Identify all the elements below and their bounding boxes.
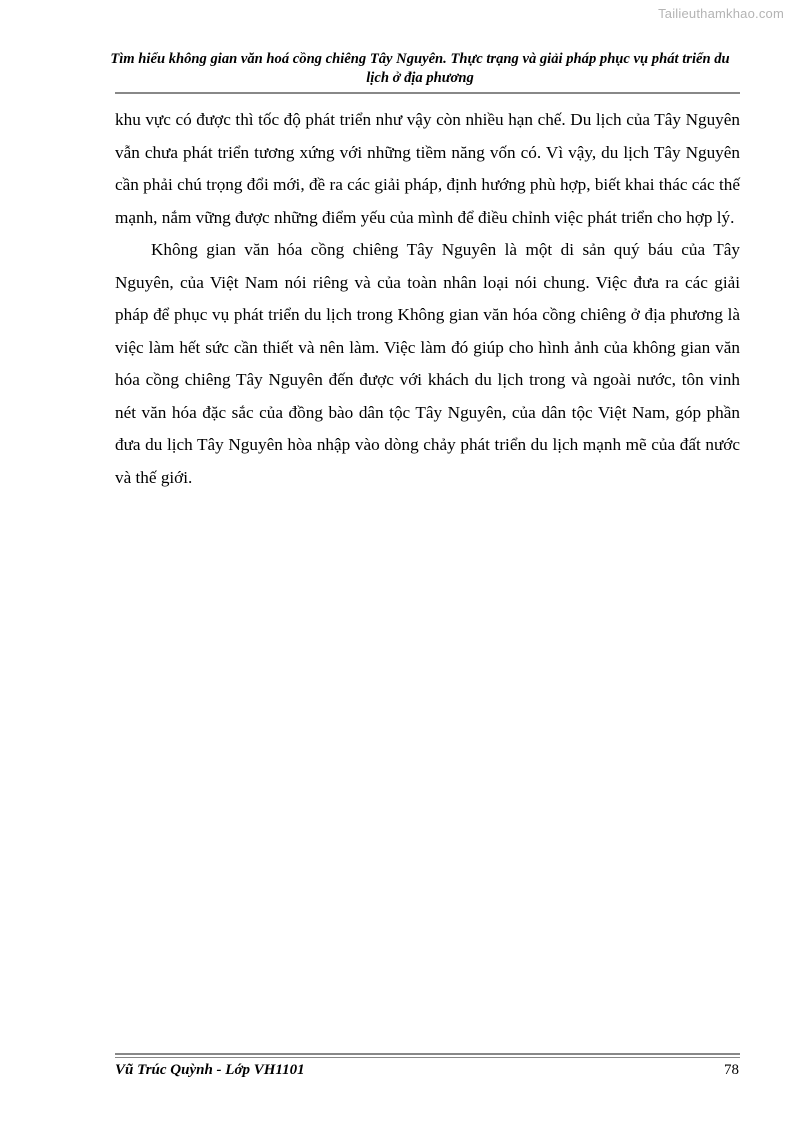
- body-paragraph-continued: khu vực có được thì tốc độ phát triển như vậy còn nhiều hạn chế. Du lịch của Tây Nguyên vẫn chưa phát triển tương xứng với những tiềm năng vốn có. Vì vậy, du lịch Tây Nguyên cần phải chú trọng đổi mới, đề ra các giải pháp, định hướng phù hợp, biết khai thác các thế mạnh, nắm vững được những điểm yếu của mình để điều chỉnh việc phát triển cho hợp lý.: [115, 110, 740, 227]
- running-header-title: Tìm hiểu không gian văn hoá cồng chiêng Tây Nguyên. Thực trạng và giải pháp phục vụ phát triển du lịch ở địa phương: [110, 51, 730, 86]
- document-body: [115, 104, 740, 494]
- watermark-text: Tailieuthamkhao.com: [658, 6, 784, 21]
- footer-divider-thin: [115, 1057, 740, 1058]
- footer-author: Vũ Trúc Quỳnh - Lớp VH1101: [115, 1062, 305, 1078]
- header-divider: [115, 92, 740, 94]
- page-number: 78: [724, 1062, 739, 1078]
- footer-divider-thick: [115, 1053, 740, 1055]
- body-paragraph: Không gian văn hóa cồng chiêng Tây Nguyên là một di sản quý báu của Tây Nguyên, của Việt Nam nói riêng và của toàn nhân loại nói chung. Việc đưa ra các giải pháp để phục vụ phát triển du lịch trong Không gian văn hóa cồng chiêng ở địa phương là việc làm hết sức cần thiết và nên làm. Việc làm đó giúp cho hình ảnh của không gian văn hóa cồng chiêng Tây Nguyên đến được với khách du lịch trong và ngoài nước, tôn vinh nét văn hóa đặc sắc của đồng bào dân tộc Tây Nguyên, của dân tộc Việt Nam, góp phần đưa du lịch Tây Nguyên hòa nhập vào dòng chảy phát triển du lịch mạnh mẽ của đất nước và thế giới.: [115, 240, 740, 487]
